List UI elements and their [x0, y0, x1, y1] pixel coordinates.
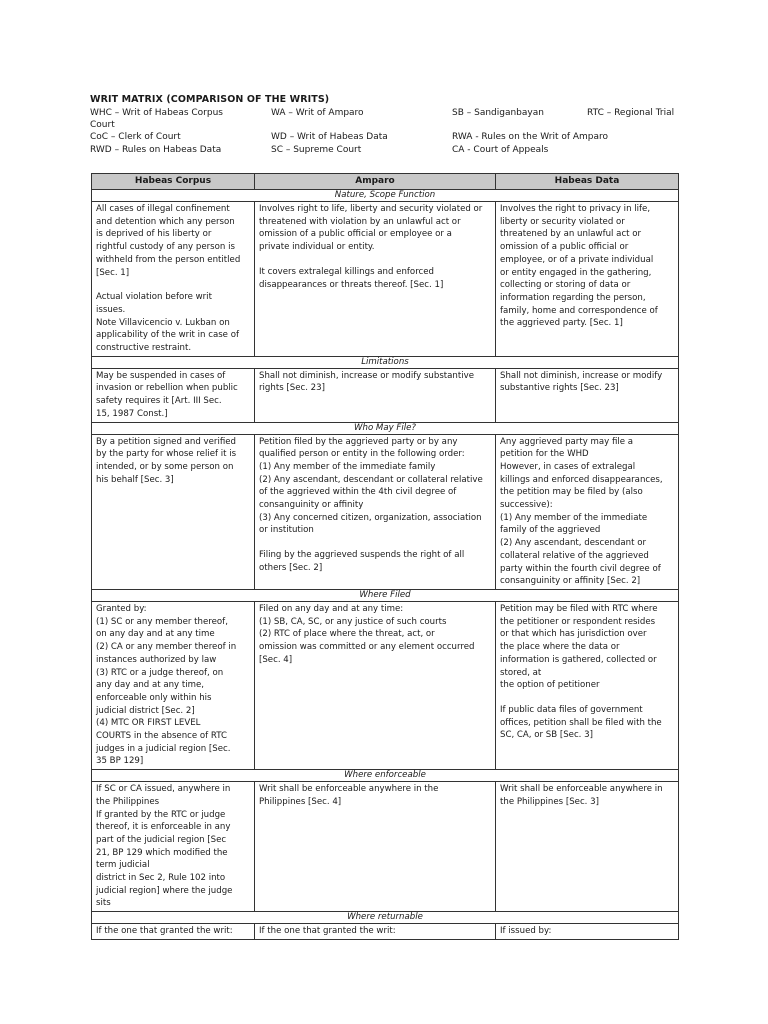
header-amparo: Amparo — [255, 174, 496, 190]
cell-text-line: constructive restraint. — [96, 343, 192, 354]
cell-text-line: 15, 1987 Const.] — [96, 408, 168, 419]
table-body — [92, 190, 679, 940]
cell-text-line: employee, or of a private individual — [500, 254, 654, 265]
cell-amparo — [255, 368, 496, 422]
header-habeas-data: Habeas Data — [496, 174, 679, 190]
abbr-sc: SC – Supreme Court — [271, 145, 362, 155]
cell-text-line: Petition filed by the aggrieved party or by any — [259, 436, 458, 447]
cell-text-line: consanguinity or affinity [Sec. 2] — [500, 576, 641, 587]
abbr-wd: WD – Writ of Habeas Data — [271, 132, 388, 142]
cell-text-line: substantive rights [Sec. 23] — [500, 383, 619, 394]
cell-text-line: any day and at any time, — [96, 680, 205, 691]
cell-text-line: consanguinity or affinity — [259, 500, 364, 511]
cell-text-line: threatened by an unlawful act or — [500, 229, 642, 240]
cell-text-line: If the one that granted the writ: — [96, 926, 233, 937]
cell-text-line: Shall not diminish, increase or modify substantive — [259, 370, 475, 381]
cell-amparo — [255, 202, 496, 357]
cell-text-line: (1) Any member of the immediate — [500, 512, 648, 523]
section-row — [92, 190, 679, 202]
cell-text-line: killings and enforced disappearances, — [500, 474, 663, 485]
cell-text-line: the place where the data or — [500, 642, 620, 653]
cell-text-line: qualified person or entity in the following order: — [259, 449, 465, 460]
cell-text-line: offices, petition shall be filed with the — [500, 717, 662, 728]
cell-text-line: All cases of illegal confinement — [96, 204, 230, 214]
cell-text-line: Shall not diminish, increase or modify — [500, 370, 663, 381]
abbr-wa: WA – Writ of Amparo — [271, 108, 364, 118]
cell-text-line: If issued by: — [500, 926, 552, 937]
table-row — [92, 368, 679, 422]
section-row — [92, 912, 679, 924]
cell-text-line: Note Villavicencio v. Lukban on — [96, 317, 230, 328]
cell-text-line: Writ shall be enforceable anywhere in the — [259, 784, 439, 795]
cell-text-line: judges in a judicial region [Sec. — [96, 743, 231, 754]
cell-habeas-data — [496, 924, 679, 940]
writ-comparison-table — [91, 173, 679, 940]
cell-text-line: (2) Any ascendant, descendant or — [500, 538, 646, 549]
cell-habeas-corpus — [92, 368, 255, 422]
cell-text-line: COURTS in the absence of RTC — [96, 731, 228, 742]
cell-text-line: Actual violation before writ — [96, 292, 212, 303]
cell-amparo — [255, 782, 496, 912]
cell-text-line: Involves right to life, liberty and security violated or — [259, 204, 483, 214]
cell-habeas-corpus — [92, 434, 255, 589]
cell-text-line: by the party for whose relief it is — [96, 449, 237, 460]
cell-text-line: SC, CA, or SB [Sec. 3] — [500, 730, 593, 741]
cell-text-line: the Philippines [Sec. 3] — [500, 796, 599, 807]
cell-text-line: withheld from the person entitled — [96, 254, 241, 265]
cell-text-line: omission of a public official or — [500, 242, 629, 253]
cell-habeas-data — [496, 368, 679, 422]
header-habeas-corpus: Habeas Corpus — [92, 174, 255, 190]
cell-text-line: private individual or entity. — [259, 242, 375, 253]
cell-text-line: party within the fourth civil degree of — [500, 563, 661, 574]
cell-text-line: his behalf [Sec. 3] — [96, 474, 174, 485]
cell-text-line: safety requires it [Art. III Sec. — [96, 396, 222, 407]
cell-text-line: on any day and at any time — [96, 629, 215, 640]
cell-text-line: 35 BP 129] — [96, 756, 144, 767]
cell-text-line: the petitioner or respondent resides — [500, 616, 656, 627]
cell-text-line: Involves the right to privacy in life, — [500, 204, 651, 214]
cell-text-line: (1) SC or any member thereof, — [96, 616, 228, 627]
table-row — [92, 601, 679, 769]
cell-text-line: (1) SB, CA, SC, or any justice of such courts — [259, 616, 447, 627]
cell-text-line: applicability of the writ in case of — [96, 330, 239, 341]
cell-habeas-corpus — [92, 924, 255, 940]
cell-text-line: thereof, it is enforceable in any — [96, 822, 231, 833]
section-label: Nature, Scope Function — [92, 190, 679, 202]
cell-text-line: (2) Any ascendant, descendant or collateral relative — [259, 474, 483, 485]
cell-text-line: or entity engaged in the gathering, — [500, 267, 652, 278]
section-row — [92, 770, 679, 782]
cell-text-line: family of the aggrieved — [500, 525, 601, 536]
section-label: Where returnable — [92, 912, 679, 924]
cell-text-line: Granted by: — [96, 603, 147, 614]
cell-text-line: It covers extralegal killings and enforced — [259, 266, 435, 277]
cell-gap — [96, 279, 250, 291]
abbr-coc: CoC – Clerk of Court — [90, 132, 181, 142]
cell-text-line: (3) Any concerned citizen, organization, association — [259, 512, 482, 523]
cell-text-line: and detention which any person — [96, 216, 235, 227]
section-row — [92, 589, 679, 601]
cell-text-line: Filing by the aggrieved suspends the right of all — [259, 550, 465, 561]
cell-text-line: the Philippines — [96, 796, 160, 807]
cell-text-line: omission was committed or any element occurred — [259, 642, 475, 653]
cell-amparo — [255, 601, 496, 769]
cell-gap — [500, 692, 674, 704]
cell-text-line: or that which has jurisdiction over — [500, 629, 647, 640]
cell-text-line: the option of petitioner — [500, 680, 600, 691]
cell-text-line: May be suspended in cases of — [96, 370, 226, 381]
cell-text-line: instances authorized by law — [96, 654, 217, 665]
abbr-ca: CA - Court of Appeals — [452, 145, 549, 155]
abbr-court: Court — [90, 120, 115, 130]
cell-text-line: If the one that granted the writ: — [259, 926, 396, 937]
cell-habeas-corpus — [92, 601, 255, 769]
table-row — [92, 434, 679, 589]
abbr-rwa: RWA - Rules on the Writ of Amparo — [452, 132, 609, 142]
cell-text-line: district in Sec 2, Rule 102 into — [96, 873, 226, 884]
cell-habeas-data — [496, 601, 679, 769]
cell-text-line: If SC or CA issued, anywhere in — [96, 784, 231, 795]
cell-text-line: term judicial — [96, 860, 150, 871]
cell-habeas-data — [496, 202, 679, 357]
section-label: Who May File? — [92, 422, 679, 434]
cell-habeas-corpus — [92, 782, 255, 912]
cell-text-line: judicial region] where the judge — [96, 885, 233, 896]
cell-text-line: (2) CA or any member thereof in — [96, 642, 237, 653]
abbr-rwd: RWD – Rules on Habeas Data — [90, 145, 222, 155]
section-label: Where enforceable — [92, 770, 679, 782]
cell-amparo — [255, 434, 496, 589]
cell-habeas-data — [496, 782, 679, 912]
cell-text-line: Any aggrieved party may file a — [500, 436, 634, 447]
cell-habeas-data — [496, 434, 679, 589]
cell-text-line: (2) RTC of place where the threat, act, or — [259, 629, 435, 640]
cell-text-line: sits — [96, 898, 111, 909]
cell-text-line: information regarding the person, — [500, 292, 646, 303]
cell-text-line: If granted by the RTC or judge — [96, 809, 226, 820]
cell-text-line: successive): — [500, 500, 553, 511]
cell-text-line: rights [Sec. 23] — [259, 383, 325, 394]
cell-text-line: the aggrieved party. [Sec. 1] — [500, 318, 623, 329]
abbr-rtc: RTC – Regional Trial — [587, 108, 675, 118]
cell-text-line: (4) MTC OR FIRST LEVEL — [96, 718, 201, 729]
cell-text-line: omission of a public official or employee or a — [259, 229, 452, 240]
cell-text-line: If public data files of government — [500, 704, 643, 715]
cell-text-line: [Sec. 4] — [259, 654, 293, 665]
cell-text-line: collateral relative of the aggrieved — [500, 550, 649, 561]
cell-text-line: information is gathered, collected or — [500, 654, 657, 665]
table-row — [92, 924, 679, 940]
cell-text-line: liberty or security violated or — [500, 216, 625, 227]
section-row — [92, 422, 679, 434]
cell-text-line: Petition may be filed with RTC where — [500, 603, 658, 614]
cell-text-line: part of the judicial region [Sec — [96, 834, 227, 845]
cell-habeas-corpus — [92, 202, 255, 357]
cell-text-line: petition for the WHD — [500, 449, 589, 460]
cell-text-line: threatened with violation by an unlawful act or — [259, 216, 461, 227]
cell-gap — [259, 254, 491, 266]
cell-text-line: stored, at — [500, 667, 542, 678]
abbr-whc: WHC – Writ of Habeas Corpus — [90, 108, 223, 118]
cell-gap — [259, 537, 491, 549]
table-row — [92, 202, 679, 357]
cell-text-line: Filed on any day and at any time: — [259, 603, 404, 614]
cell-text-line: 21, BP 129 which modified the — [96, 847, 228, 858]
cell-text-line: family, home and correspondence of — [500, 305, 658, 316]
table-row — [92, 782, 679, 912]
cell-amparo — [255, 924, 496, 940]
cell-text-line: (1) Any member of the immediate family — [259, 461, 436, 472]
cell-text-line: of the aggrieved within the 4th civil degree of — [259, 487, 457, 498]
cell-text-line: However, in cases of extralegal — [500, 461, 636, 472]
section-row — [92, 356, 679, 368]
cell-text-line: enforceable only within his — [96, 692, 212, 703]
section-label: Where Filed — [92, 589, 679, 601]
cell-text-line: (3) RTC or a judge thereof, on — [96, 667, 224, 678]
cell-text-line: [Sec. 1] — [96, 267, 130, 278]
cell-text-line: Philippines [Sec. 4] — [259, 796, 342, 807]
cell-text-line: is deprived of his liberty or — [96, 229, 212, 240]
section-label: Limitations — [92, 356, 679, 368]
cell-text-line: Writ shall be enforceable anywhere in — [500, 784, 663, 795]
cell-text-line: judicial district [Sec. 2] — [96, 705, 195, 716]
cell-text-line: others [Sec. 2] — [259, 562, 323, 573]
cell-text-line: issues. — [96, 304, 126, 315]
cell-text-line: the petition may be filed by (also — [500, 487, 643, 498]
document-title: WRIT MATRIX (COMPARISON OF THE WRITS) — [90, 94, 330, 105]
cell-text-line: or institution — [259, 525, 314, 536]
cell-text-line: intended, or by some person on — [96, 461, 234, 472]
cell-text-line: disappearances or threats thereof. [Sec. 1] — [259, 279, 444, 290]
cell-text-line: invasion or rebellion when public — [96, 383, 238, 394]
table-header-row — [92, 174, 679, 190]
cell-text-line: collecting or storing of data or — [500, 280, 631, 291]
cell-text-line: By a petition signed and verified — [96, 436, 236, 447]
abbr-sb: SB – Sandiganbayan — [452, 108, 544, 118]
cell-text-line: rightful custody of any person is — [96, 242, 235, 253]
